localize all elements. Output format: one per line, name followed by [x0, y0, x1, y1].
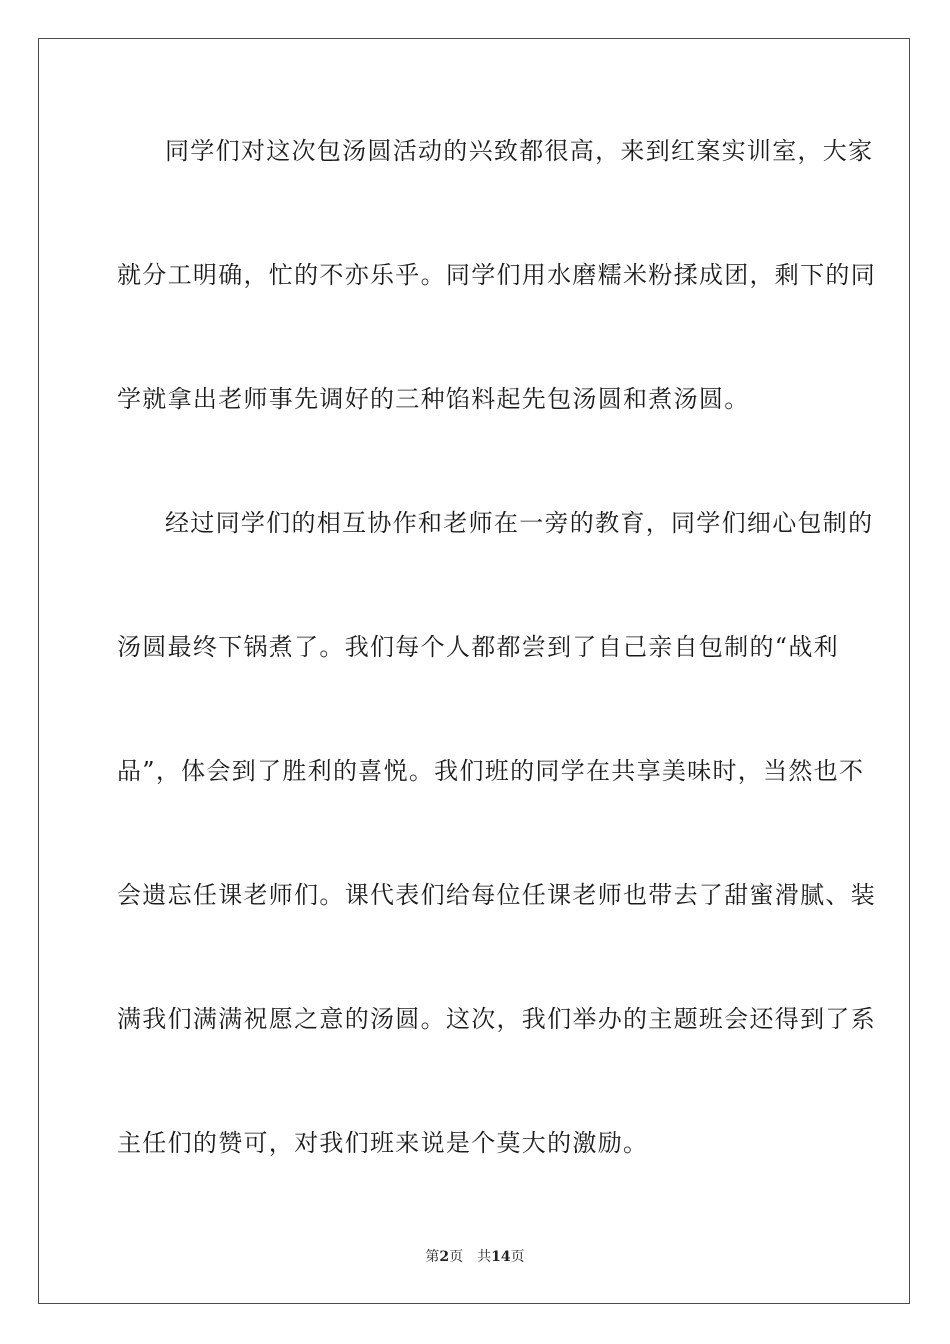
paragraph-2-line-5: 满我们满满祝愿之意的汤圆。这次，我们举办的主题班会还得到了系 — [117, 1005, 876, 1033]
total-indicator — [477, 1249, 524, 1265]
paragraph-2-line-2: 汤圆最终下锅煮了。我们每个人都都尝到了自己亲自包制的“战利 — [117, 633, 839, 661]
page-number: 2 — [439, 1249, 450, 1265]
paragraph-2-line-6: 主任们的赞可，对我们班来说是个莫大的激励。 — [117, 1129, 649, 1157]
paragraph-1-line-3: 学就拿出老师事先调好的三种馅料起先包汤圆和煮汤圆。 — [117, 385, 750, 413]
page-indicator — [425, 1249, 463, 1265]
page-prefix: 第 — [425, 1249, 440, 1265]
total-pages: 14 — [491, 1249, 511, 1265]
page-suffix: 页 — [449, 1249, 464, 1265]
paragraph-2-line-3: 品”，体会到了胜利的喜悦。我们班的同学在共享美味时，当然也不 — [117, 757, 865, 785]
total-prefix: 共 — [477, 1249, 492, 1265]
page-border — [38, 38, 910, 1304]
paragraph-1-line-2: 就分工明确，忙的不亦乐乎。同学们用水磨糯米粉揉成团，剩下的同 — [117, 261, 876, 289]
paragraph-2-line-1: 经过同学们的相互协作和老师在一旁的教育，同学们细心包制的 — [165, 509, 874, 537]
paragraph-2-line-4: 会遗忘任课老师们。课代表们给每位任课老师也带去了甜蜜滑腻、装 — [117, 881, 876, 909]
paragraph-1-line-1: 同学们对这次包汤圆活动的兴致都很高，来到红案实训室，大家 — [165, 137, 874, 165]
page-footer — [0, 1248, 950, 1266]
total-suffix: 页 — [510, 1249, 525, 1265]
